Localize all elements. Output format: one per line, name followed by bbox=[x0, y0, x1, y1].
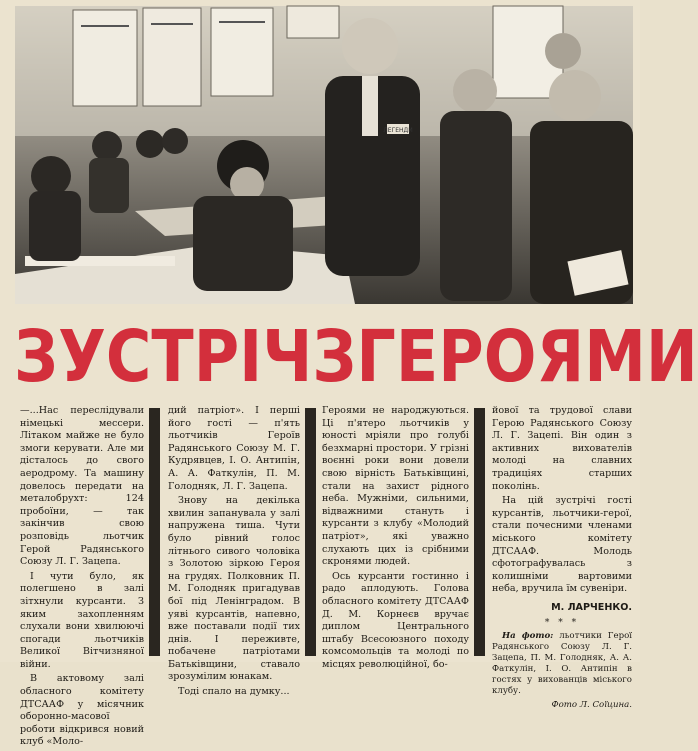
photo-caption bbox=[492, 631, 632, 697]
headline-letter: С bbox=[105, 314, 152, 399]
column-rule bbox=[149, 408, 160, 656]
paragraph: На цій зустрічі гості курсантів, льотчики-герої, стали почесними членами міського комітету ДТСААФ. Молодь сфотографувалась з колишніми вартовими неба, вручила їм сувеніри. bbox=[492, 495, 632, 595]
headline-letter: З bbox=[14, 314, 59, 399]
paragraph: В актовому залі обласного комітету ДТСААФ у місячник оборонно-масової роботи відкрився новий клуб «Моло- bbox=[20, 673, 144, 748]
badge-text: ЛЕГЕНДИ bbox=[383, 127, 413, 134]
headline-letter: О bbox=[483, 314, 537, 399]
paragraph: Знову на декілька хвилин запанувала у залі напружена тиша. Чути було рівний голос літнього сивого чоловіка з Золотою зіркою Героя на грудях. Полковник П. М. Голодняк пригадував бої під Ленінградом. В уяві курсантів, напевно, вже поставали події тих днів. І переживте, побачене патріотами Батьківщини, ставало зрозумілим юнакам. bbox=[168, 495, 300, 683]
headline-word-z: З bbox=[312, 314, 357, 399]
headline bbox=[14, 314, 698, 400]
paragraph: —...Нас переслідували німецькі мессери. Літаком майже не було змоги керувати. Але ми дісталось до свого аеродрому. Та машину довелось передати на металобрухт: 124 пробоїни, — так закінчив свою розповідь льотчик Герой Радянського Союзу Л. Г. Зацепа. bbox=[20, 405, 144, 568]
article-column-3 bbox=[322, 405, 469, 673]
paragraph: Тоді спало на думку... bbox=[178, 686, 290, 698]
headline-letter: Т bbox=[151, 314, 194, 399]
headline-letter: Р bbox=[193, 314, 240, 399]
paragraph: йової та трудової слави Герою Радянського Союзу Л. Г. Зацепі. Він один з активних вихователів молоді на славних традиціях старших поколінь. bbox=[492, 405, 632, 492]
headline-letter: І bbox=[239, 314, 263, 399]
article-column-1 bbox=[20, 405, 144, 751]
paragraph: Ось курсанти гостинно і радо аплодують. Голова обласного комітету ДТСААФ Д. М. Корнеєв вручає диплом Центрального штабу Всесоюзного походу комсомольців та молоді по місцях революційної, бо- bbox=[322, 570, 469, 670]
paragraph: дий патріот». І перші його гості — п'ять льотчиків Героїв Радянського Союзу М. Г. Кудрявцев, І. О. Антипін, А. А. Фаткулін, П. М. Голодняк, Л. Г. Зацепа. bbox=[168, 405, 300, 492]
headline-letter: И bbox=[645, 314, 698, 399]
column-rule bbox=[305, 408, 316, 656]
headline-letter: Р bbox=[438, 314, 484, 399]
author-signature: М. ЛАРЧЕНКО. bbox=[551, 601, 632, 613]
article-column-4 bbox=[492, 405, 632, 714]
classroom-photo bbox=[15, 6, 633, 304]
article-photo bbox=[15, 6, 633, 304]
column-rule bbox=[474, 408, 485, 656]
headline-letter: Ч bbox=[262, 314, 313, 399]
headline-letter: У bbox=[58, 314, 106, 399]
headline-letter: Г bbox=[356, 314, 396, 399]
caption-lead: На фото: bbox=[502, 631, 554, 642]
caption-text: льотчики Герої Радянського Союзу Л. Г. Зацепа, П. М. Голодняк, А. А. Фаткулін, І. О. Антипін в гостях у вихованців міського клубу. bbox=[492, 631, 632, 697]
separator-stars: * * * bbox=[544, 617, 580, 628]
article-column-2 bbox=[168, 405, 300, 701]
photo-credit: Фото Л. Соїцина. bbox=[551, 700, 632, 711]
paragraph: Героями не народжуються. Ці п'ятеро льотчиків у юності мріяли про голубі безхмарні простори. У грізні воєнні роки вони довели свою вірність Батьківщині, стали на захист рідного неба. Мужніми, сильними, відважними стануть і курсанти з клубу «Молодий патріот», які уважно слухають цих із срібними скронями людей. bbox=[322, 405, 469, 568]
headline-letter: Я bbox=[536, 314, 585, 399]
paragraph: І чути було, як полегшено в залі зітхнули курсанти. З яким захопленням слухали вони хвилюючі спогади льотчиків Великої Вітчизняної війни. bbox=[20, 570, 144, 670]
headline-letter: М bbox=[584, 314, 646, 399]
headline-letter: Е bbox=[395, 314, 439, 399]
